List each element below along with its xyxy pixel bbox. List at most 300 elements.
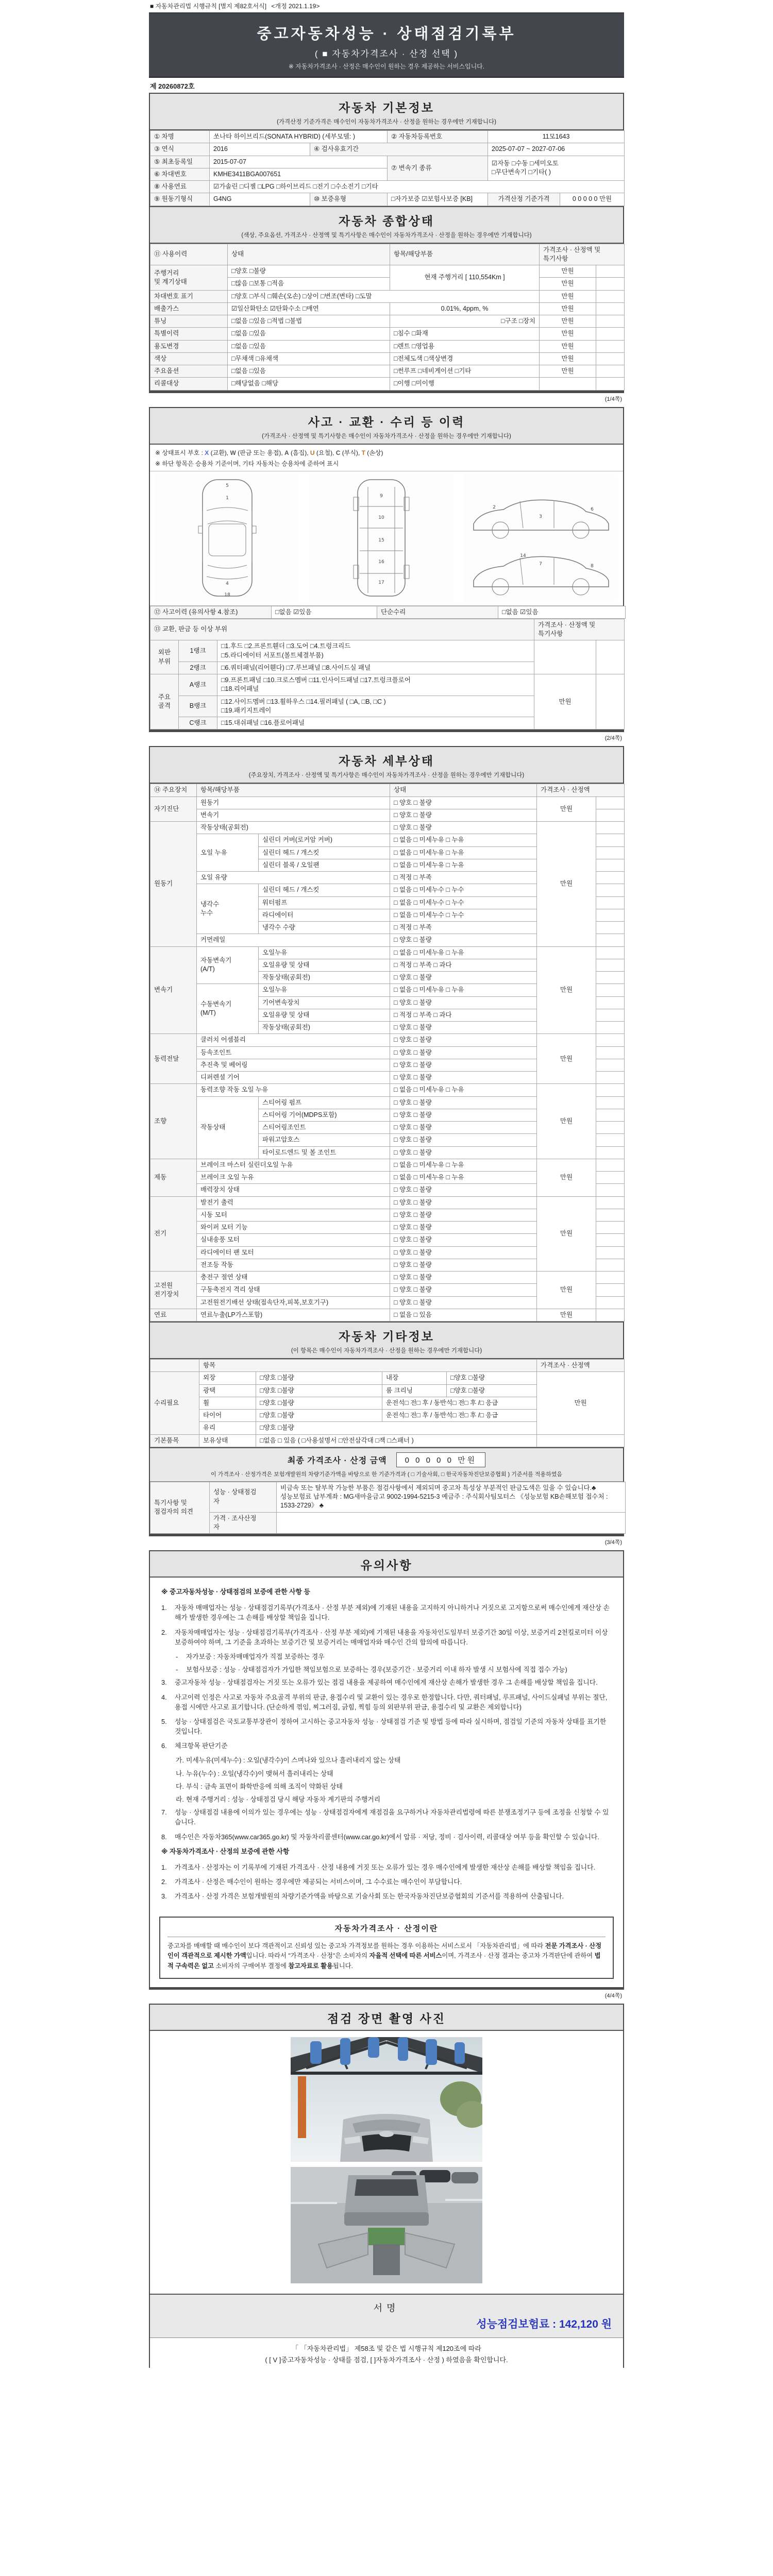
notice-item: 가. 미세누유(미세누수) : 오일(냉각수)이 스며나와 있으나 흘러내리지 않는 상태 [176, 1756, 401, 1765]
value-cell: 냉각수 수량 [259, 922, 390, 934]
notice-item: - 보험사보증 : 성능 · 상태점검자가 가입한 책임보험으로 보증하는 경우(보증기간 · 보증거리 이내 하자 발생 시 보험사에 직접 접수 가능) [176, 1666, 567, 1674]
checkbox-cell[interactable]: □ 없음 □ 미세누유 □ 누유 [390, 984, 537, 996]
checkbox-cell[interactable]: □ 양호 □ 불량 [390, 1184, 537, 1196]
page-marker-3: (3/4쪽) [604, 1539, 622, 1546]
inspector-opinion-table [150, 1482, 623, 1534]
label-cell: 원동기 [150, 822, 197, 947]
value-cell [596, 834, 625, 846]
state-symbol: A [284, 449, 289, 456]
checkbox-cell[interactable]: □없음 □있음 [228, 328, 390, 340]
checkbox-cell[interactable]: □ 적정 □ 부족 □ 과다 [390, 959, 537, 971]
label-cell: 자기진단 [150, 796, 197, 822]
checkbox-cell[interactable]: □양호 □부식 □훼손(오손) □상이 □변조(변타) □도말 [228, 290, 540, 302]
value-cell [596, 1009, 625, 1021]
section-detail [150, 747, 623, 784]
value-cell [596, 1034, 625, 1046]
state-symbol: T [361, 449, 365, 456]
value-cell: 타이어 [199, 1410, 256, 1422]
section-basic-note: (가격산정 기준가격은 매수인이 자동차가격조사 · 산정을 원하는 경우에만 기재합니다) [277, 119, 496, 125]
notice-item: 8. 매수인은 자동차365(www.car365.go.kr) 및 자동차리콜센터(www.car.go.kr)에서 압류 · 저당, 정비 · 검사이력, 리콜대상 여부 등을 확인할 수 있습니다. [161, 1833, 599, 1841]
value-cell: 스티어링 펌프 [259, 1096, 390, 1109]
label-cell: ⑥ 차대번호 [150, 168, 210, 180]
performance-insurance-fee: 성능점검보험료 : 142,120 원 [476, 2318, 612, 2330]
page-marker-2: (2/4쪽) [604, 735, 622, 742]
value-cell [596, 340, 625, 352]
label-cell: 주행거리 및 계기상태 [150, 265, 228, 291]
checkbox-cell[interactable]: □ 양호 □ 불량 [390, 1034, 537, 1046]
label-cell: 동력전달 [150, 1034, 197, 1084]
value-cell: 만원 [540, 265, 596, 278]
value-cell: 2016 [210, 143, 310, 156]
value-cell: 만원 [537, 1372, 625, 1434]
value-cell [596, 1022, 625, 1034]
value-cell: 만원 [537, 1272, 596, 1309]
value-cell [596, 872, 625, 884]
checkbox-cell[interactable]: □ 양호 □ 불량 [390, 1259, 537, 1271]
svg-text:17: 17 [378, 580, 384, 585]
label-cell: ⑬ 교환, 판금 등 이상 부위 [150, 619, 534, 640]
checkbox-cell[interactable]: □양호 □불량 [447, 1384, 537, 1397]
value-cell: 작동상태(공회전) [259, 1022, 390, 1034]
checkbox-cell[interactable]: □ 양호 □ 불량 [390, 1146, 537, 1159]
checkbox-cell[interactable]: □ 없음 □ 미세누유 □ 누유 [390, 834, 537, 846]
checkbox-cell[interactable]: □ 양호 □ 불량 [390, 1096, 537, 1109]
state-symbol: X [205, 449, 209, 456]
value-cell: 실린더 헤드 / 개스킷 [259, 884, 390, 896]
checkbox-cell[interactable]: □구조 □장치 [390, 315, 540, 328]
svg-text:3: 3 [539, 514, 542, 519]
document-title: 중고자동차성능 · 상태점검기록부 [257, 26, 516, 42]
label-cell: ⑦ 변속기 종류 [388, 156, 488, 181]
value-cell [596, 909, 625, 921]
checkbox-cell[interactable]: □ 적정 □ 부족 [390, 922, 537, 934]
document-title-note: ※ 자동차가격조사 · 산정은 매수인이 원하는 경우 제공하는 서비스입니다. [288, 63, 485, 70]
value-cell: 만원 [537, 822, 596, 947]
checkbox-cell[interactable]: □양호 □불량 [256, 1372, 382, 1384]
checkbox-cell[interactable]: □없음 ☑있음 [498, 606, 626, 618]
value-cell [596, 290, 625, 302]
value-cell: 만원 [537, 1309, 596, 1321]
value-cell: G4NG [210, 193, 310, 206]
checkbox-cell[interactable]: □ 없음 □ 미세누유 □ 누유 [390, 1084, 537, 1096]
label-cell: ④ 검사유효기간 [310, 143, 488, 156]
checkbox-cell[interactable]: □ 양호 □ 불량 [390, 1222, 537, 1234]
label-cell: ⑨ 원동기형식 [150, 193, 210, 206]
notice-item: 나. 누유(누수) : 오일(냉각수)이 맺혀서 흘러내리는 상태 [176, 1769, 333, 1777]
notice-item: ※ 중고자동차성능 · 상태점검의 보증에 관한 사항 등 [161, 1588, 310, 1596]
checkbox-cell[interactable]: □렌트 □영업용 [390, 340, 540, 352]
label-cell: 1랭크 [179, 640, 217, 662]
label-cell: 주요 골격 [150, 674, 179, 730]
label-cell: 외판 부위 [150, 640, 179, 674]
value-cell [596, 1096, 625, 1109]
checkbox-cell[interactable]: 운전석□ 전□ 후 / 동반석□ 전□ 후 /□ 응급 [382, 1397, 537, 1409]
state-symbol-legend: ※ 상태표시 부호 : X (교환), W (판금 또는 용접), A (흠집), U (요철), C (부식), T (손상) [155, 449, 383, 456]
value-cell [596, 278, 625, 290]
comprehensive-state-table [150, 244, 623, 391]
exchange-repair-table [150, 619, 623, 730]
value-cell: 실내송풍 모터 [197, 1234, 390, 1246]
value-cell [596, 809, 625, 821]
checkbox-cell[interactable]: □많음 □보통 □적음 [228, 278, 390, 290]
value-cell: 오일 유량 [197, 872, 390, 884]
checkbox-cell[interactable]: □15.대쉬패널 □16.플로어패널 [217, 717, 534, 730]
svg-text:6: 6 [591, 506, 594, 512]
label-cell: 배출가스 [150, 302, 228, 315]
inspection-photo-front [291, 2037, 482, 2162]
label-cell: 가격조사 · 산정액 [537, 784, 625, 796]
checkbox-cell[interactable]: □없음 □ 있음 ( □사용설명서 □안전삼각대 □잭 □스패너 ) [256, 1434, 537, 1447]
label-cell: ② 자동차등록번호 [388, 131, 488, 143]
value-cell: 스티어링조인트 [259, 1122, 390, 1134]
svg-text:8: 8 [591, 563, 594, 569]
notice-item: 다. 부식 : 금속 표면이 화학반응에 의해 조직이 약화된 상태 [176, 1782, 343, 1790]
value-cell: 시동 모터 [197, 1209, 390, 1221]
checkbox-cell[interactable]: □9.프론트패널 □10.크로스멤버 □11.인사이드패널 □17.트렁크플로어 □18.리어패널 [217, 674, 534, 696]
value-cell [596, 352, 625, 365]
value-cell: 배력장치 상태 [197, 1184, 390, 1196]
checkbox-cell[interactable]: □ 양호 □ 불량 [390, 934, 537, 946]
svg-text:2: 2 [493, 504, 496, 510]
value-cell: 라디에이터 [259, 909, 390, 921]
value-cell: 오일누유 [259, 984, 390, 996]
checkbox-cell[interactable]: □없음 □있음 [228, 340, 390, 352]
value-cell [596, 822, 625, 834]
value-cell: 만원 [540, 278, 596, 290]
value-cell [596, 796, 625, 809]
value-cell [596, 1284, 625, 1296]
label-cell: ① 차명 [150, 131, 210, 143]
value-cell: 원동기 [197, 796, 390, 809]
sheet-page2 [149, 407, 624, 733]
checkbox-cell[interactable]: □무채색 □유채색 [228, 352, 390, 365]
label-cell: 주요옵션 [150, 365, 228, 378]
label-cell: ⑩ 보증유형 [310, 193, 388, 206]
value-cell [596, 1259, 625, 1271]
label-cell: 수리필요 [150, 1372, 199, 1434]
checkbox-cell[interactable]: □양호 □불량 [256, 1410, 382, 1422]
accident-history-row [150, 606, 623, 619]
value-cell: 만원 [537, 796, 596, 822]
notice-item: 라. 현재 주행거리 : 성능 · 상태점검 당시 해당 자동차 계기판의 주행거리 [176, 1795, 381, 1803]
sheet-page1 [149, 93, 624, 393]
label-cell: ⑫ 사고이력 (유의사항 4.참조) [150, 606, 272, 618]
value-cell [534, 640, 596, 674]
label-cell: 상태 [228, 244, 390, 265]
checkbox-cell[interactable]: □ 없음 □ 미세누유 □ 누유 [390, 1159, 537, 1171]
checkbox-cell[interactable]: □ 양호 □ 불량 [390, 1196, 537, 1209]
signature-title: 서명 [373, 2302, 400, 2313]
value-cell [596, 1309, 625, 1321]
svg-text:18: 18 [224, 592, 230, 598]
checkbox-cell[interactable]: □ 없음 □ 미세누수 □ 누수 [390, 909, 537, 921]
value-cell [596, 959, 625, 971]
section-etc-note: (이 항목은 매수인이 자동차가격조사 · 산정을 원하는 경우에만 기재합니다) [291, 1348, 482, 1354]
checkbox-cell[interactable]: □ 양호 □ 불량 [390, 1296, 537, 1309]
confirmation-line1: 「 「자동차관리법」 제58조 및 같은 법 시행규칙 제120조에 따라 [292, 2344, 481, 2352]
checkbox-cell[interactable]: ☑일산화탄소 ☑탄화수소 □매연 [228, 302, 390, 315]
checkbox-cell[interactable]: □ 양호 □ 불량 [390, 1122, 537, 1134]
value-cell: 11모1643 [488, 131, 625, 143]
value-cell: 클러치 어셈블리 [197, 1034, 390, 1046]
checkbox-cell[interactable]: □ 양호 □ 불량 [390, 1059, 537, 1071]
value-cell [277, 1512, 626, 1534]
value-cell [596, 1122, 625, 1134]
checkbox-cell[interactable]: □ 없음 □ 미세누수 □ 누수 [390, 896, 537, 909]
confirmation-line2: ( [ V ]중고자동차성능 · 상태를 점검, [ ]자동차가격조사 · 산정 ) 하였음을 확인합니다. [265, 2355, 508, 2364]
value-cell: 만원 [534, 674, 596, 730]
value-cell [596, 934, 625, 946]
value-cell: 냉각수 누수 [197, 884, 259, 934]
form-revision: <개정 2021.1.19> [271, 3, 320, 10]
value-cell [540, 378, 596, 390]
value-cell: 실린더 헤드 / 개스킷 [259, 846, 390, 859]
document-title-box [149, 14, 624, 78]
checkbox-cell[interactable]: □없음 □있음 [228, 365, 390, 378]
document-number: 제 20260872호 [150, 82, 195, 90]
checkbox-cell[interactable]: □6.쿼터패널(리어휀다) □7.루브패널 □8.사이드실 패널 [217, 662, 534, 674]
state-symbol: C [335, 449, 341, 456]
svg-text:9: 9 [380, 493, 383, 499]
value-cell [596, 674, 625, 730]
section-accident-note: (가격조사 · 산정액 및 특기사항은 매수인이 자동차가격조사 · 산정을 원하는 경우에만 기재합니다) [262, 433, 511, 439]
value-cell: 내장 [382, 1372, 447, 1384]
label-cell: A랭크 [179, 674, 217, 696]
value-cell: 자동변속기 (A/T) [197, 946, 259, 984]
value-cell [596, 1134, 625, 1146]
state-symbol: U [310, 449, 315, 456]
inspection-photo-rear [291, 2167, 482, 2283]
value-cell: 보유상태 [199, 1434, 256, 1447]
value-cell: 작동상태(공회전) [259, 972, 390, 984]
label-cell: ⑪ 사용이력 [150, 244, 228, 265]
infobox-title: 자동차가격조사 · 산정이란 [167, 1923, 606, 1937]
value-cell [596, 378, 625, 390]
checkbox-cell[interactable]: □전체도색 □색상변경 [390, 352, 540, 365]
value-cell [596, 1146, 625, 1159]
checkbox-cell[interactable]: ☑자동 □수동 □세미오토 □무단변속기 □기타( ) [488, 156, 625, 181]
label-cell: 제동 [150, 1159, 197, 1196]
checkbox-cell[interactable]: □ 양호 □ 불량 [390, 796, 537, 809]
value-cell: KMHE3411BGA007651 [210, 168, 388, 180]
sheet-page5 [149, 2004, 624, 2368]
label-cell: 항목 [199, 1360, 537, 1372]
notice-item: 3. 중고자동차 성능 · 상태점검자는 거짓 또는 오류가 있는 점검 내용을 제공하여 매수인에게 재산상 손해가 발생한 경우 그 손해를 배상할 책임을 집니다. [161, 1679, 598, 1687]
checkbox-cell[interactable]: □자가보증 ☑보험사보증 [KB] [388, 193, 488, 206]
label-cell: 차대번호 표기 [150, 290, 228, 302]
value-cell [596, 1296, 625, 1309]
value-cell: 오일유량 및 상태 [259, 959, 390, 971]
label-cell: 변속기 [150, 946, 197, 1034]
checkbox-cell[interactable]: □침수 □화재 [390, 328, 540, 340]
checkbox-cell[interactable]: □ 없음 □ 있음 [390, 1309, 537, 1321]
value-cell: 만원 [540, 365, 596, 378]
value-cell: 라디에이터 팬 모터 [197, 1246, 390, 1259]
value-cell [596, 859, 625, 871]
checkbox-cell[interactable]: □ 양호 □ 불량 [390, 1246, 537, 1259]
checkbox-cell[interactable]: □ 없음 □ 미세누유 □ 누유 [390, 859, 537, 871]
checkbox-cell[interactable]: □ 양호 □ 불량 [390, 1272, 537, 1284]
section-notice [150, 1551, 623, 1578]
value-cell [596, 1196, 625, 1209]
value-cell [596, 1222, 625, 1234]
value-cell [537, 1434, 625, 1447]
checkbox-cell[interactable]: □해당없음 □해당 [228, 378, 390, 390]
value-cell [596, 1159, 625, 1171]
label-cell: 가격조사 · 산정액 및 특기사항 [540, 244, 625, 265]
checkbox-cell[interactable]: □ 양호 □ 불량 [390, 1022, 537, 1034]
page-marker-4: (4/4쪽) [604, 1992, 622, 1999]
checkbox-cell[interactable]: □12.사이드멤버 □13.휠하우스 □14.필러패널 ( □A, □B, □C ) □19.패키지트레이 [217, 696, 534, 717]
notice-item: 7. 성능 · 상태점검 내용에 이의가 있는 경우에는 성능 · 상태점검자에게 재점검을 요구하거나 자동차관리법령에 따른 분쟁조정기구 등에 조정을 신청할 수 있습니다. [161, 1808, 609, 1826]
value-cell: 발전기 출력 [197, 1196, 390, 1209]
value-cell: 만원 [537, 1034, 596, 1084]
section-photos [150, 2005, 623, 2031]
value-cell [596, 922, 625, 934]
value-cell [596, 265, 625, 278]
car-diagram-underbody-view [309, 474, 453, 601]
value-cell [596, 328, 625, 340]
notice-item: - 자가보증 : 자동차매매업자가 직접 보증하는 경우 [176, 1652, 325, 1660]
checkbox-cell[interactable]: □ 양호 □ 불량 [390, 1072, 537, 1084]
value-cell [596, 1272, 625, 1284]
section-accident-title: 사고 · 교환 · 수리 등 이력 [308, 415, 465, 429]
checkbox-cell[interactable]: □ 양호 □ 불량 [390, 1284, 537, 1296]
value-cell: 오일누유 [259, 946, 390, 959]
value-cell: 기어변속장치 [259, 996, 390, 1009]
checkbox-cell[interactable]: □ 양호 □ 불량 [390, 972, 537, 984]
value-cell: 룸 크리닝 [382, 1384, 447, 1397]
checkbox-cell[interactable]: □양호 □불량 [447, 1372, 537, 1384]
notice-item: ※ 자동차가격조사 · 산정의 보증에 관한 사항 [161, 1847, 290, 1855]
value-cell: 만원 [540, 290, 596, 302]
value-cell: 만원 [540, 315, 596, 328]
label-cell: 특기사항 및 점검자의 의견 [150, 1482, 210, 1533]
value-cell: 만원 [537, 1084, 596, 1159]
value-cell: 2015-07-07 [210, 156, 388, 168]
value-cell: 와이퍼 모터 기능 [197, 1222, 390, 1234]
notice-item: 1. 가격조사 · 산정자는 이 기록부에 기재된 가격조사 · 산정 내용에 거짓 또는 오류가 있는 경우 매수인에게 발생한 재산상 손해를 배상할 책임을 집니다. [161, 1863, 596, 1871]
notice-item: 4. 사고이력 인정은 사고로 자동차 주요골격 부위의 판금, 용접수리 및 교환이 있는 경우로 한정합니다. 다만, 쿼터패널, 루프패널, 사이드실패널 부위는 절단, 용접 시에만 사고로 표기합니다. (단순하게 꺾임, 찌그러짐, 긁힘, 찍힘 등의 외판부위 판금, 용접수리 및 교환은 제외합니다) [161, 1693, 608, 1711]
notice-items [150, 1578, 623, 1911]
label-cell: 튜닝 [150, 315, 228, 328]
value-cell: 오일 누유 [197, 834, 259, 872]
label-cell: 리콜대상 [150, 378, 228, 390]
label-cell: ⑧ 사용연료 [150, 181, 210, 193]
value-cell: 오일유량 및 상태 [259, 1009, 390, 1021]
value-cell: 추진축 및 베어링 [197, 1059, 390, 1071]
value-cell [596, 984, 625, 996]
notice-item: 1. 자동차 매매업자는 성능 · 상태점검기록부(가격조사 · 산정 부분 제외)에 기재된 내용을 고지하지 아니하거나 거짓으로 고지함으로써 매수인에게 재산상 손해가 발생한 경우에는 그 손해를 배상할 책임을 집니다. [161, 1604, 610, 1622]
value-cell: 구동축전지 격리 상태 [197, 1284, 390, 1296]
label-cell: 조향 [150, 1084, 197, 1159]
checkbox-cell[interactable]: □ 적정 □ 부족 [390, 872, 537, 884]
legend-note2: ※ 하단 항목은 승용차 기준이며, 기타 자동차는 승용차에 준하여 표시 [155, 460, 339, 467]
checkbox-cell[interactable]: □ 양호 □ 불량 [390, 1134, 537, 1146]
value-cell: 만원 [540, 340, 596, 352]
form-ref-text: ■ 자동차관리법 시행규칙 [별지 제82호서식] [150, 3, 267, 10]
value-cell: 만원 [537, 946, 596, 1034]
checkbox-cell[interactable]: □ 양호 □ 불량 [390, 1046, 537, 1059]
value-cell: 연료누출(LP가스포함) [197, 1309, 390, 1321]
label-cell: 성능 · 상태점검 자 [210, 1482, 277, 1512]
value-cell: 커먼레일 [197, 934, 390, 946]
checkbox-cell[interactable]: □양호 □불량 [228, 265, 390, 278]
checkbox-cell[interactable]: □썬루프 □네비게이션 □기타 [390, 365, 540, 378]
value-cell: 만원 [537, 1196, 596, 1272]
checkbox-cell[interactable]: □ 양호 □ 불량 [390, 809, 537, 821]
section-etc-title: 자동차 기타정보 [339, 1330, 434, 1343]
label-cell: 용도변경 [150, 340, 228, 352]
value-cell: 등속조인트 [197, 1046, 390, 1059]
value-cell [596, 1059, 625, 1071]
value-cell: 만원 [540, 352, 596, 365]
checkbox-cell[interactable]: □ 없음 □ 미세누수 □ 누수 [390, 884, 537, 896]
final-price-bar [150, 1447, 623, 1482]
value-cell: 휠 [199, 1397, 256, 1409]
checkbox-cell[interactable]: □ 없음 □ 미세누유 □ 누유 [390, 1172, 537, 1184]
final-price-amount: 0 0 0 0 0 만원 [396, 1452, 486, 1467]
notice-item: 5. 성능 · 상태점검은 국토교통부장관이 정하여 고시하는 중고자동차 성능 · 상태점검 기준 및 방법 등에 따라 실시하며, 점검일 기준의 자동차 상태를 표기한 것입니다. [161, 1717, 607, 1736]
checkbox-cell[interactable]: □없음 □있음 □적법 □불법 [228, 315, 390, 328]
label-cell: 가격 · 조사산정 자 [210, 1512, 277, 1534]
checkbox-cell[interactable]: □ 양호 □ 불량 [390, 822, 537, 834]
section-basic-title: 자동차 기본정보 [339, 101, 434, 114]
checkbox-cell[interactable]: □양호 □불량 [256, 1422, 537, 1434]
checkbox-cell[interactable]: □ 없음 □ 미세누유 □ 누유 [390, 846, 537, 859]
section-photos-title: 점검 장면 촬영 사진 [327, 2011, 446, 2025]
value-cell: 0.01%, 4ppm, % [390, 302, 540, 315]
value-cell: 작동상태(공회전) [197, 822, 390, 834]
value-cell: 디퍼렌셜 기어 [197, 1072, 390, 1084]
checkbox-cell[interactable]: □이행 □미이행 [390, 378, 540, 390]
checkbox-cell[interactable]: □ 양호 □ 불량 [390, 996, 537, 1009]
checkbox-cell[interactable]: 운전석□ 전□ 후 / 동반석□ 전□ 후 /□ 응급 [382, 1410, 537, 1422]
value-cell [596, 365, 625, 378]
section-basic-info [150, 94, 623, 130]
checkbox-cell[interactable]: □양호 □불량 [256, 1397, 382, 1409]
label-cell: 기본품목 [150, 1434, 199, 1447]
label-cell: 전기 [150, 1196, 197, 1272]
checkbox-cell[interactable]: □양호 □불량 [256, 1384, 382, 1397]
value-cell [596, 1109, 625, 1121]
label-cell: 단순수리 [377, 606, 498, 618]
checkbox-cell[interactable]: □ 양호 □ 불량 [390, 1109, 537, 1121]
value-cell [596, 1246, 625, 1259]
notice-item: 2. 가격조사 · 산정은 매수인이 원하는 경우에만 제공되는 서비스이며, 그 수수료는 매수인이 부담합니다. [161, 1878, 462, 1886]
checkbox-cell[interactable]: □없음 ☑있음 [272, 606, 377, 618]
basic-info-table [150, 130, 623, 206]
svg-text:7: 7 [539, 561, 542, 567]
svg-text:16: 16 [378, 559, 384, 565]
checkbox-cell[interactable]: □ 적정 □ 부족 □ 과다 [390, 1009, 537, 1021]
value-cell: 광택 [199, 1384, 256, 1397]
value-cell: 유리 [199, 1422, 256, 1434]
checkbox-cell[interactable]: □1.후드 □2.프론트휀더 □3.도어 □4.트렁크리드 □5.라디에이터 서포트(볼트체결부품) [217, 640, 534, 662]
value-cell: 비금속 또는 탈부착 가능한 부품은 점검사항에서 제외되며 중고차 특성상 부분적인 판금도색은 있을 수 있습니다.♣ 성능보험료 납부계좌 : MG새마을금고 9002-1994-5215-3 예금주 : 주식회사팀모터스 《성능보험 KB손해보험 접수처 : 1533-2729》 ♣ [277, 1482, 626, 1512]
state-symbol: W [230, 449, 236, 456]
checkbox-cell[interactable]: ☑가솔린 □디젤 □LPG □하이브리드 □전기 □수소전기 □기타 [210, 181, 625, 193]
checkbox-cell[interactable]: □ 양호 □ 불량 [390, 1234, 537, 1246]
sheet-page3 [149, 746, 624, 1536]
label-cell: C랭크 [179, 717, 217, 730]
label-cell: 항목/해당부품 [390, 244, 540, 265]
checkbox-cell[interactable]: □ 없음 □ 미세누유 □ 누유 [390, 946, 537, 959]
checkbox-cell[interactable]: □ 양호 □ 불량 [390, 1209, 537, 1221]
value-cell: 0 0 0 0 0 만원 [560, 193, 625, 206]
signature-section [150, 2294, 623, 2338]
page-marker-1: (1/4쪽) [604, 396, 622, 402]
